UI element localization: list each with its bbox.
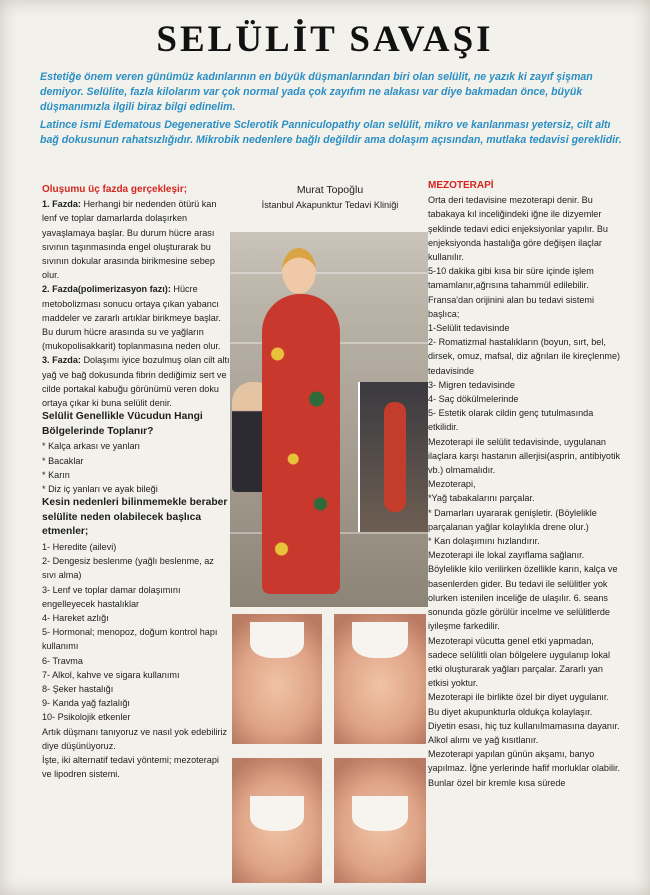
phase-3-text: Dolaşımı iyice bozulmuş olan cilt altı yağ ve bağ dokusunda fibrin dediğimiz sert ve cilde portakal kabuğu görünümü veren doku ortaya çıkar ki buna selülit denir. [42,355,230,409]
closing-text: Artık düşmanı tanıyoruz ve nasıl yok edebiliriz diye düşünüyoruz. [42,726,227,751]
underwear-shape [352,796,407,831]
author-clinic: İstanbul Akapunktur Tedavi Kliniği [261,200,399,210]
right-paragraph: Mezoterapi, [428,479,476,490]
right-paragraph: *Yağ tabakalarını parçalar. [428,493,535,504]
right-paragraph: Mezoterapi ile birlikte özel bir diyet uygulanır. Bu diyet akupunkturla oldukça kolaylaşır. Diyetin esası, hiç tuz kullanılmamasına dayanır. Alkol alımı ve yağ kısıtlanır. [428,692,620,745]
left-column [42,183,230,781]
closing-text-2: İşte, iki alternatif tedavi yöntemi; mezoterapi ve lipodren sistemi. [42,755,219,780]
intro-paragraph-2: Latince ismi Edematous Degenerative Sclerotik Panniculopathy olan selülit, mikro ve kanlanması yetersiz, cilt altı bağ dokusunun rahatsızlığıdır. Mikrobik nedenlere bağlı değildir ama dolaşım açısından, mutlaka tedavisi gereklidir. [40,118,622,146]
right-paragraph: Mezoterapi yapılan günün akşamı, banyo yapılmaz. İğne yerlerinde hafif morluklar olabilir. Bunlar özel bir kremle kısa sürede [428,749,621,788]
phase-1-label: 1. Fazda: [42,199,81,210]
causes-heading: Kesin nedenleri bilinmemekle beraber selülite neden olabilecek başlıca etmenler; [42,497,228,538]
phase-2-label: 2. Fazda(polimerizasyon fazı): [42,284,171,295]
intro-paragraph-1: Estetiğe önem veren günümüz kadınlarının en büyük düşmanlarından biri olan selülit, ne yazık ki zayıf şişman demiyor. Selülite, fazla kilolarım var çok normal yada çok zayıfım ne alakası var diye bakmadan önce, büyük düşmanımızla ilgili biraz bilgi edinelim. [40,71,593,114]
fashion-photo [230,232,428,607]
floral-dress-figure [262,294,340,594]
right-paragraph: Mezoterapi ile selülit tedavisinde, uygulanan ilaçlara karşı hastanın allerjisi(asprin, antibiyotik vb.) olmamalıdır. [428,436,621,476]
phase-1-text: Herhangi bir nedenden ötürü kan lenf ve toplar damarlarda dolaşırken yavaşlamaya başlar. Bu durum hücre arası sıvının taşınmasında engel oluşturarak bu sıvının dokular arasında birikmesine sebep olur. [42,199,217,281]
inset-photo [358,382,428,532]
phase-2 [42,282,230,353]
right-paragraph: 3- Migren tedavisinde [428,379,515,390]
cellulite-photo-2 [334,614,426,744]
right-paragraph: 5-10 dakika gibi kısa bir süre içinde işlem tamamlanır,ağrısına tahammül edilebilir. [428,266,594,291]
right-paragraph: Orta deri tedavisine mezoterapi denir. Bu tabakaya kıl inceliğindeki iğne ile dizyemler şeklinde tedavi edici enjeksiyonlar yapılır. Bu enjeksiyonda hastalığa göre değişen ilaçlar kullanılır. [428,195,608,263]
area-item: * Kalça arkası ve yanları [42,441,141,452]
cellulite-photo-4 [334,758,426,883]
cause-item: 9- Kanda yağ fazlalığı [42,698,130,709]
area-item: * Karın [42,469,70,480]
model-head [282,248,316,294]
right-paragraph: 5- Estetik olarak cildin genç tutulmasında etkilidir. [428,408,594,433]
right-column [428,179,622,790]
phase-1 [42,197,230,282]
right-paragraph: 1-Selülit tedavisinde [428,323,510,334]
cause-item: 6- Travma [42,655,83,666]
right-paragraph: 4- Saç dökülmelerinde [428,394,519,405]
underwear-shape [250,622,304,658]
cause-item: 10- Psikolojik etkenler [42,712,131,723]
right-paragraph: * Damarları uyararak genişletir. (Böylelikle parçalanan yağlar kolaylıkla drene olur.) [428,507,597,532]
cellulite-photo-3 [232,758,322,883]
phase-3 [42,353,230,410]
area-item: * Diz iç yanları ve ayak bileği [42,484,158,495]
background-step [230,272,428,274]
areas-heading: Selülit Genellikle Vücudun Hangi Bölgelerinde Toplanır? [42,411,203,437]
right-paragraph: Fransa'dan orijinini alan bu tedavi sistemi başlıca; [428,294,595,319]
phase-2-text: Hücre metobolizması sonucu ortaya çıkan yabancı maddeler ve zararlı artıklar birikmeye başlar. Bu durum hücre arasında su ve yağların (mukopolisakkarit) toplanmasına neden olur. [42,284,221,352]
cause-item: 4- Hareket azlığı [42,613,109,624]
author-byline [240,183,420,212]
cause-item: 7- Alkol, kahve ve sigara kullanımı [42,669,180,680]
article-title: SELÜLİT SAVAŞI [156,19,494,60]
mezoterapi-heading: MEZOTERAPİ [428,180,494,191]
phase-3-label: 3. Fazda: [42,355,81,366]
inset-figure [384,402,406,512]
right-paragraph: 2- Romatizmal hastalıkların (boyun, sırt, bel, dirsek, omuz, mafsal, diz ağrıları ile kireçlenme) tedavisinde [428,337,621,376]
intro-section [40,70,628,150]
cause-item: 8- Şeker hastalığı [42,684,114,695]
phases-heading: Oluşumu üç fazda gerçekleşir; [42,184,188,195]
area-item: * Bacaklar [42,455,84,466]
cause-item: 5- Hormonal; menopoz, doğum kontrol hapı kullanımı [42,627,218,652]
cellulite-photo-1 [232,614,322,744]
cause-item: 3- Lenf ve toplar damar dolaşımını engelleyecek hastalıklar [42,584,181,609]
underwear-shape [352,622,407,658]
right-paragraph: Mezoterapi ile lokal zayıflama sağlanır. Böylelikle kilo verilirken özellikle karın, kalça ve basenlerden gider. Bu tedavi ile selülitler yok olurken istenilen inceliğe de ulaşılır. 6. seans sonunda gözle görülür incelme ve selülitlerde iyileşme farkedilir. [428,550,618,632]
underwear-shape [250,796,304,831]
cause-item: 2- Dengesiz beslenme (yağlı beslenme, az sıvı alma) [42,556,214,581]
author-name: Murat Topoğlu [296,184,364,196]
right-paragraph: * Kan dolaşımını hızlandırır. [428,536,540,547]
right-paragraph: Mezoterapi vücutta genel etki yapmadan, sadece selülitli olan bölgelere uygulanıp lokal etki oluşturarak yağları parçalar. Zararlı yan etkisi yoktur. [428,635,610,689]
cause-item: 1- Heredite (ailevi) [42,542,117,553]
